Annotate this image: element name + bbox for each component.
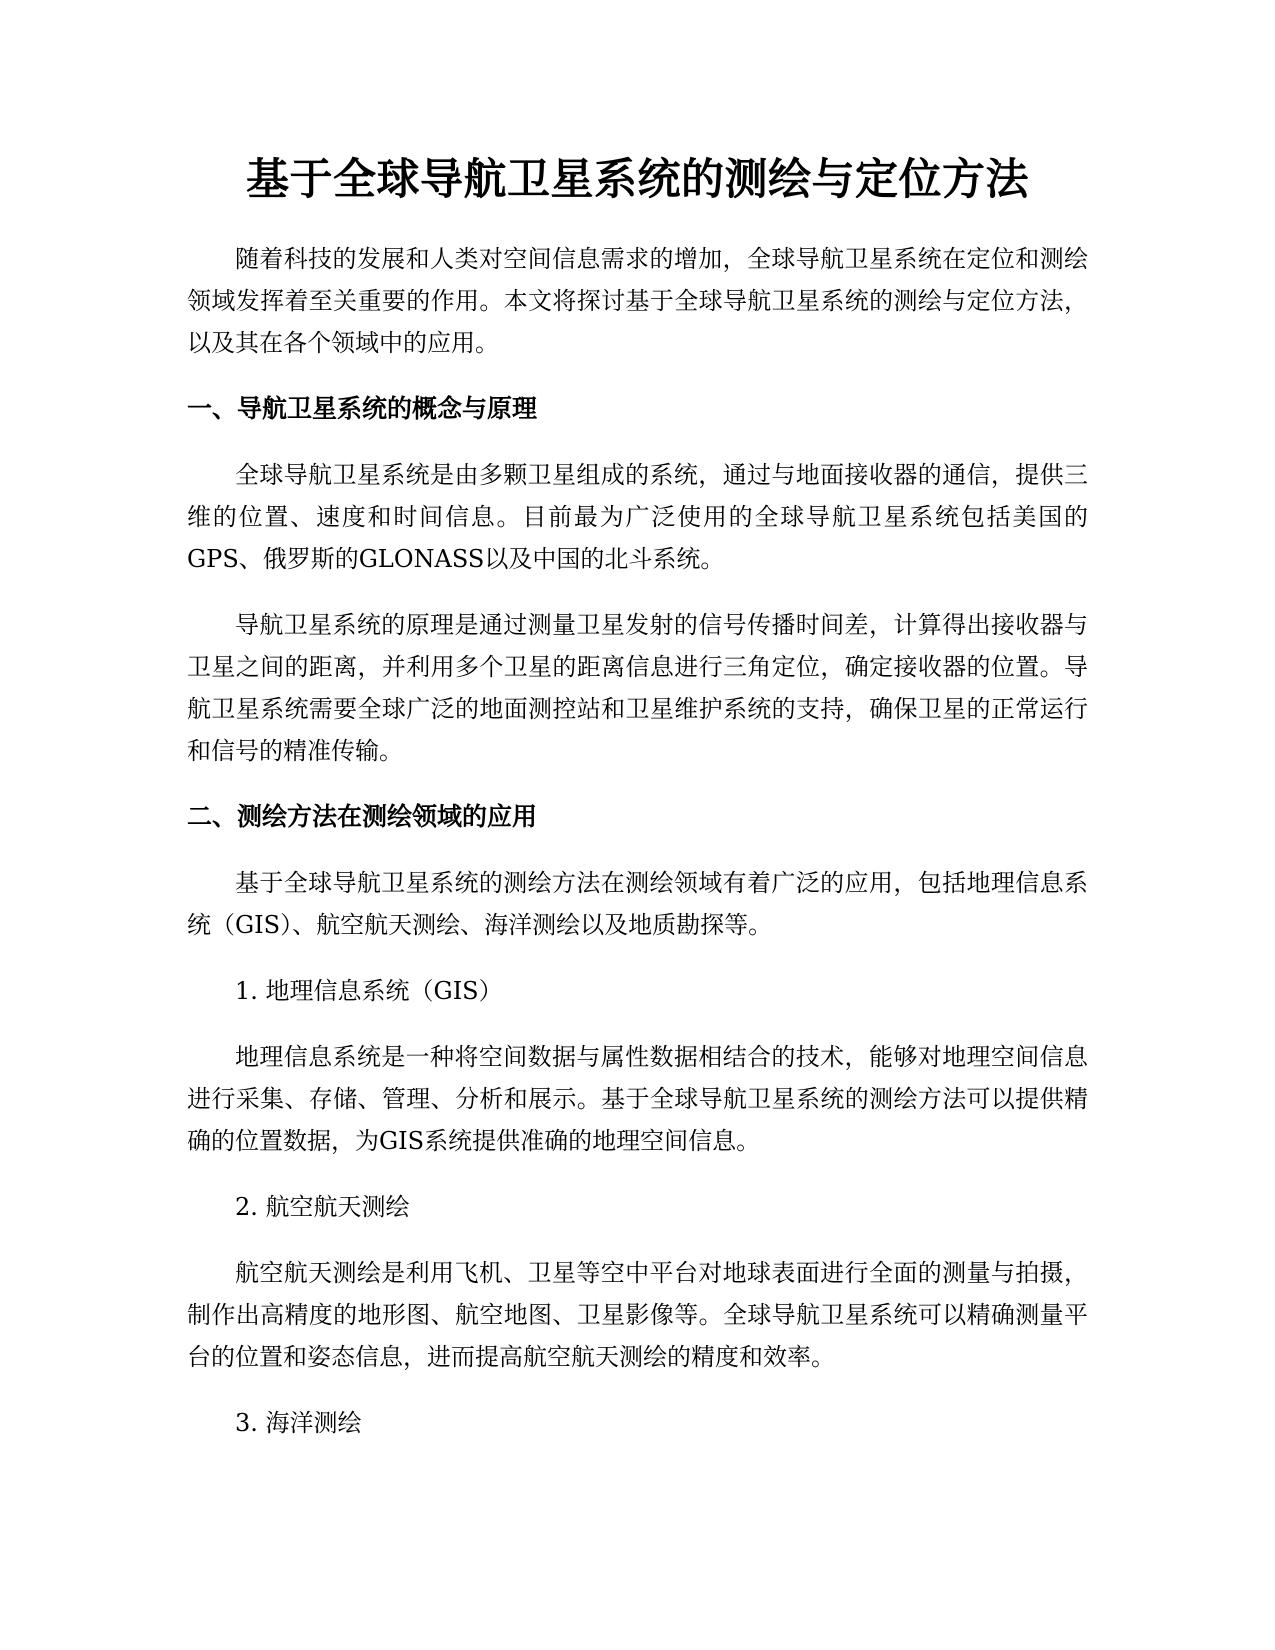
item-1-text: 地理信息系统是一种将空间数据与属性数据相结合的技术，能够对地理空间信息进行采集、存储、管理、分析和展示。基于全球导航卫星系统的测绘方法可以提供精确的位置数据，为GIS系统提供准确的地理空间信息。 (187, 1043, 1088, 1155)
section-2-intro: 基于全球导航卫星系统的测绘方法在测绘领域有着广泛的应用，包括地理信息系统（GIS）、航空航天测绘、海洋测绘以及地质勘探等。 (187, 869, 1088, 939)
item-3-title: 3. 海洋测绘 (235, 1409, 362, 1437)
item-1-title: 1. 地理信息系统（GIS） (235, 977, 503, 1005)
document-body (187, 238, 1088, 1468)
section-1-heading: 一、导航卫星系统的概念与原理 (187, 394, 538, 423)
intro-paragraph: 随着科技的发展和人类对空间信息需求的增加，全球导航卫星系统在定位和测绘领域发挥着至关重要的作用。本文将探讨基于全球导航卫星系统的测绘与定位方法，以及其在各个领域中的应用。 (187, 245, 1088, 357)
item-2-text: 航空航天测绘是利用飞机、卫星等空中平台对地球表面进行全面的测量与拍摄，制作出高精度的地形图、航空地图、卫星影像等。全球导航卫星系统可以精确测量平台的位置和姿态信息，进而提高航空航天测绘的精度和效率。 (187, 1259, 1088, 1371)
section-2-heading: 二、测绘方法在测绘领域的应用 (187, 802, 538, 831)
item-2-title: 2. 航空航天测绘 (235, 1193, 410, 1221)
document-title: 基于全球导航卫星系统的测绘与定位方法 (246, 155, 1029, 205)
section-1-paragraph-1: 全球导航卫星系统是由多颗卫星组成的系统，通过与地面接收器的通信，提供三维的位置、速度和时间信息。目前最为广泛使用的全球导航卫星系统包括美国的GPS、俄罗斯的GLONASS以及中国的北斗系统。 (187, 461, 1088, 573)
section-1-paragraph-2: 导航卫星系统的原理是通过测量卫星发射的信号传播时间差，计算得出接收器与卫星之间的距离，并利用多个卫星的距离信息进行三角定位，确定接收器的位置。导航卫星系统需要全球广泛的地面测控站和卫星维护系统的支持，确保卫星的正常运行和信号的精准传输。 (187, 611, 1088, 765)
